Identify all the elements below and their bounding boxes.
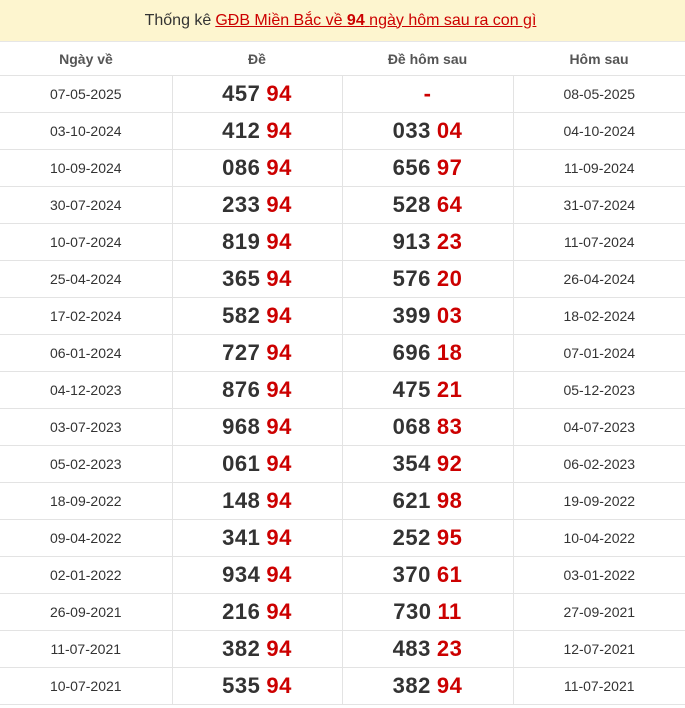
de-prefix: 148 (222, 488, 261, 513)
de-tail: 94 (266, 636, 292, 661)
table-header-row (0, 42, 685, 76)
de-tail: 94 (266, 303, 292, 328)
title-number: 94 (346, 11, 365, 29)
de-tail: 94 (266, 81, 292, 106)
next-de-cell (342, 520, 513, 557)
next-date-cell: 11-09-2024 (513, 150, 685, 187)
table-row (0, 187, 685, 224)
date-cell: 09-04-2022 (0, 520, 172, 557)
de-tail: 94 (266, 266, 292, 291)
de-prefix: 876 (222, 377, 261, 402)
next-de-prefix: 370 (392, 562, 431, 587)
next-de-tail: 83 (436, 414, 463, 439)
de-prefix: 061 (222, 451, 261, 476)
de-tail: 94 (266, 340, 292, 365)
next-date-cell: 08-05-2025 (513, 76, 685, 113)
table-row (0, 150, 685, 187)
table-row (0, 335, 685, 372)
table-row (0, 298, 685, 335)
date-cell: 07-05-2025 (0, 76, 172, 113)
table-row (0, 557, 685, 594)
de-prefix: 582 (222, 303, 261, 328)
de-cell (172, 557, 342, 594)
next-de-empty: - (423, 81, 432, 106)
de-cell (172, 446, 342, 483)
de-prefix: 382 (222, 636, 261, 661)
table-row (0, 446, 685, 483)
next-de-prefix: 475 (392, 377, 431, 402)
de-cell (172, 76, 342, 113)
table-row (0, 594, 685, 631)
next-date-cell: 03-01-2022 (513, 557, 685, 594)
de-prefix: 365 (222, 266, 261, 291)
next-date-cell: 11-07-2021 (513, 668, 685, 705)
de-prefix: 086 (222, 155, 261, 180)
next-de-prefix: 913 (392, 229, 431, 254)
next-de-prefix: 730 (393, 599, 432, 624)
page-title (0, 0, 685, 42)
table-row (0, 224, 685, 261)
next-de-cell (342, 594, 513, 631)
de-tail: 94 (266, 377, 292, 402)
de-tail: 94 (266, 562, 292, 587)
next-de-cell (342, 335, 513, 372)
next-de-prefix: 068 (392, 414, 431, 439)
next-de-cell (342, 150, 513, 187)
next-de-cell (342, 409, 513, 446)
table-row (0, 76, 685, 113)
next-date-cell: 07-01-2024 (513, 335, 685, 372)
de-cell (172, 335, 342, 372)
date-cell: 18-09-2022 (0, 483, 172, 520)
de-prefix: 934 (222, 562, 261, 587)
de-cell (172, 187, 342, 224)
next-date-cell: 27-09-2021 (513, 594, 685, 631)
next-date-cell: 18-02-2024 (513, 298, 685, 335)
next-de-prefix: 696 (392, 340, 431, 365)
date-cell: 02-01-2022 (0, 557, 172, 594)
next-de-tail: 92 (436, 451, 463, 476)
next-date-cell: 04-07-2023 (513, 409, 685, 446)
next-date-cell: 11-07-2024 (513, 224, 685, 261)
next-de-cell (342, 631, 513, 668)
next-de-prefix: 528 (392, 192, 431, 217)
de-prefix: 819 (222, 229, 261, 254)
next-de-tail: 04 (436, 118, 463, 143)
next-de-prefix: 656 (392, 155, 431, 180)
next-de-tail: 03 (436, 303, 463, 328)
next-de-tail: 18 (436, 340, 463, 365)
next-de-cell (342, 483, 513, 520)
de-cell (172, 372, 342, 409)
next-de-prefix: 252 (392, 525, 431, 550)
de-tail: 94 (266, 155, 292, 180)
column-header-next-de: Đề hôm sau (342, 42, 513, 76)
next-de-tail: 95 (436, 525, 463, 550)
table-row (0, 372, 685, 409)
table-row (0, 668, 685, 705)
date-cell: 11-07-2021 (0, 631, 172, 668)
date-cell: 03-07-2023 (0, 409, 172, 446)
title-link-suffix: ngày hôm sau ra con gì (369, 11, 537, 29)
table-row (0, 483, 685, 520)
de-prefix: 535 (222, 673, 261, 698)
de-tail: 94 (266, 451, 292, 476)
de-tail: 94 (266, 488, 292, 513)
de-tail: 94 (266, 599, 292, 624)
de-tail: 94 (266, 229, 292, 254)
next-de-cell (342, 113, 513, 150)
de-cell (172, 594, 342, 631)
next-de-tail: 21 (436, 377, 463, 402)
next-de-tail: 23 (436, 229, 463, 254)
table-row (0, 409, 685, 446)
column-header-date: Ngày về (0, 42, 172, 76)
next-de-tail: 98 (436, 488, 463, 513)
next-date-cell: 05-12-2023 (513, 372, 685, 409)
next-de-cell (342, 668, 513, 705)
date-cell: 10-07-2024 (0, 224, 172, 261)
next-de-tail: 61 (436, 562, 463, 587)
next-de-cell (342, 187, 513, 224)
next-de-prefix: 576 (392, 266, 431, 291)
de-cell (172, 224, 342, 261)
title-prefix: Thống kê (144, 11, 212, 29)
next-de-cell (342, 446, 513, 483)
next-date-cell: 19-09-2022 (513, 483, 685, 520)
de-tail: 94 (266, 525, 292, 550)
de-tail: 94 (266, 673, 292, 698)
de-tail: 94 (266, 192, 292, 217)
de-cell (172, 668, 342, 705)
de-tail: 94 (266, 118, 292, 143)
date-cell: 25-04-2024 (0, 261, 172, 298)
de-cell (172, 261, 342, 298)
next-de-prefix: 621 (392, 488, 431, 513)
de-prefix: 412 (222, 118, 261, 143)
next-de-cell (342, 261, 513, 298)
de-cell (172, 631, 342, 668)
de-prefix: 216 (222, 599, 261, 624)
de-prefix: 233 (222, 192, 261, 217)
de-prefix: 727 (222, 340, 261, 365)
column-header-next-date: Hôm sau (513, 42, 685, 76)
table-row (0, 113, 685, 150)
next-date-cell: 06-02-2023 (513, 446, 685, 483)
next-date-cell: 10-04-2022 (513, 520, 685, 557)
date-cell: 10-07-2021 (0, 668, 172, 705)
next-de-prefix: 033 (392, 118, 431, 143)
next-de-tail: 97 (436, 155, 463, 180)
date-cell: 03-10-2024 (0, 113, 172, 150)
next-de-prefix: 483 (392, 636, 431, 661)
date-cell: 26-09-2021 (0, 594, 172, 631)
date-cell: 17-02-2024 (0, 298, 172, 335)
de-prefix: 341 (222, 525, 261, 550)
de-cell (172, 150, 342, 187)
next-date-cell: 31-07-2024 (513, 187, 685, 224)
de-cell (172, 113, 342, 150)
de-cell (172, 483, 342, 520)
date-cell: 05-02-2023 (0, 446, 172, 483)
next-de-tail: 64 (436, 192, 463, 217)
next-de-prefix: 354 (392, 451, 431, 476)
next-de-cell (342, 76, 513, 113)
next-date-cell: 12-07-2021 (513, 631, 685, 668)
next-de-cell (342, 557, 513, 594)
date-cell: 10-09-2024 (0, 150, 172, 187)
next-de-cell (342, 298, 513, 335)
date-cell: 30-07-2024 (0, 187, 172, 224)
title-link[interactable] (215, 12, 536, 30)
column-header-de: Đề (172, 42, 342, 76)
next-de-tail: 94 (436, 673, 463, 698)
table-row (0, 520, 685, 557)
next-de-tail: 11 (437, 599, 462, 624)
de-cell (172, 409, 342, 446)
results-table (0, 42, 685, 705)
next-de-tail: 23 (436, 636, 463, 661)
table-body (0, 76, 685, 705)
table-row (0, 261, 685, 298)
next-de-cell (342, 372, 513, 409)
date-cell: 06-01-2024 (0, 335, 172, 372)
next-de-prefix: 382 (392, 673, 431, 698)
next-de-prefix: 399 (392, 303, 431, 328)
de-prefix: 457 (222, 81, 261, 106)
next-de-cell (342, 224, 513, 261)
next-de-tail: 20 (436, 266, 463, 291)
de-prefix: 968 (222, 414, 261, 439)
next-date-cell: 04-10-2024 (513, 113, 685, 150)
table-row (0, 631, 685, 668)
de-cell (172, 298, 342, 335)
next-date-cell: 26-04-2024 (513, 261, 685, 298)
de-tail: 94 (266, 414, 292, 439)
title-link-text: GĐB Miền Bắc về (215, 11, 343, 29)
date-cell: 04-12-2023 (0, 372, 172, 409)
de-cell (172, 520, 342, 557)
